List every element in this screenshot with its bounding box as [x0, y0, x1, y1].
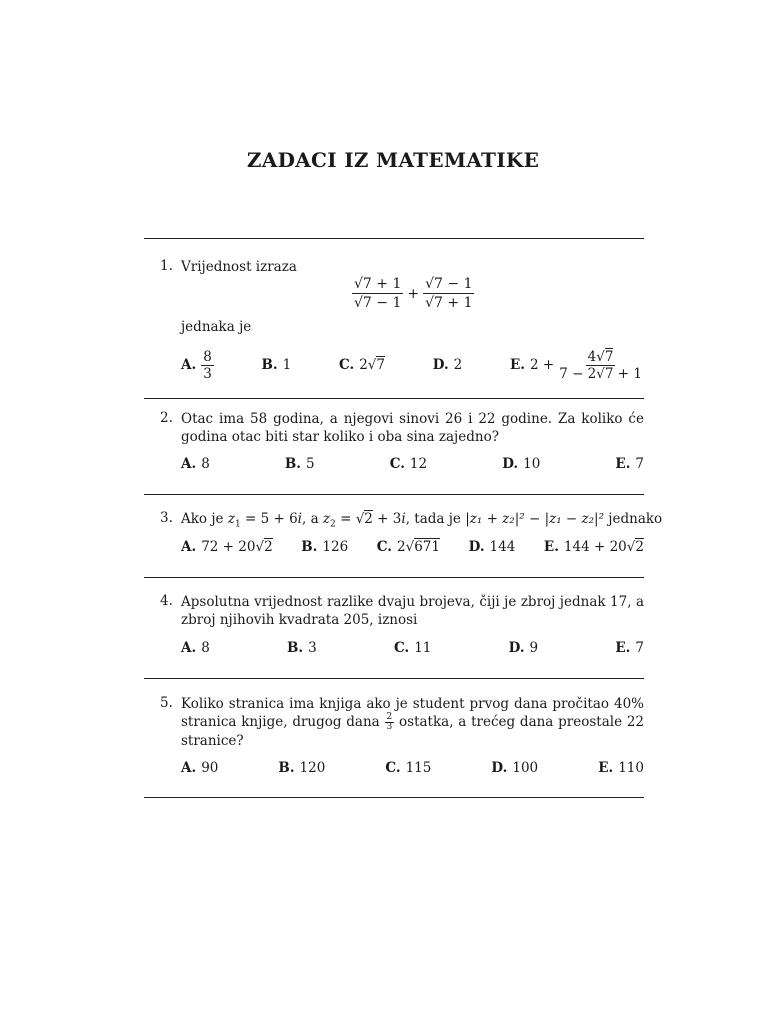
option-d[interactable]: D. 2: [432, 357, 463, 373]
option-c[interactable]: C. 115: [385, 760, 432, 776]
fraction: $\frac{8}{3}$: [203, 348, 212, 382]
problem-number: 4.: [160, 593, 173, 609]
divider: [144, 238, 644, 239]
option-a[interactable]: A. 72 + 20√2: [181, 539, 273, 555]
option-e[interactable]: E. 2 + $\frac{4√7}{7 - 2√7 + 1}$: [509, 348, 642, 382]
option-c[interactable]: C. 2√671: [376, 539, 440, 555]
option-e[interactable]: E. 110: [598, 760, 644, 776]
operator: +: [407, 285, 420, 302]
expression: [352, 275, 474, 312]
denominator: 7 + 1: [434, 295, 473, 311]
option-d[interactable]: D. 10: [502, 456, 541, 472]
option-a[interactable]: A. 8: [181, 640, 210, 656]
answer-options: [181, 760, 644, 776]
problem-text: Otac ima 58 godina, a njegovi sinovi 26 i 22 godine. Za koliko će godina otac biti star koliko i oba sina zajedno?: [181, 411, 644, 445]
problem-text: Ako je $z_1 = 5 + 6i$, a $z_2 = √2 + 3i$, tada je |z₁ + z₂|² − |z₁ − z₂|² jednako: [181, 511, 663, 530]
option-b[interactable]: B. 120: [278, 760, 326, 776]
fraction: $\frac{2}{3}$: [386, 712, 393, 732]
divider: [144, 678, 644, 679]
option-e[interactable]: E. 144 + 20√2: [543, 539, 644, 555]
problem-text: Vrijednost izraza: [181, 259, 297, 275]
option-a[interactable]: A. 90: [181, 760, 219, 776]
option-d[interactable]: D. 9: [508, 640, 539, 656]
problem-number: 2.: [160, 410, 173, 426]
problem-text: Apsolutna vrijednost razlike dvaju brojeva, čiji je zbroj jednak 17, a zbroj njihovih kvadrata 205, iznosi: [181, 594, 644, 628]
answer-options: [181, 539, 644, 555]
answer-options: [181, 346, 644, 384]
divider: [144, 398, 644, 399]
problem-text: jednaka je: [181, 319, 252, 335]
page-title: ZADACI IZ MATEMATIKE: [246, 148, 540, 172]
option-c[interactable]: C. 2√7: [338, 357, 385, 373]
answer-options: [181, 456, 644, 472]
divider: [144, 494, 644, 495]
problem-number: 1.: [160, 258, 173, 274]
option-d[interactable]: D. 144: [468, 539, 516, 555]
divider: [144, 577, 644, 578]
option-e[interactable]: E. 7: [615, 640, 644, 656]
option-b[interactable]: B. 1: [261, 357, 292, 373]
divider: [144, 797, 644, 798]
fraction: $\frac{√7 + 1}{√7 - 1}$: [354, 276, 402, 311]
option-d[interactable]: D. 100: [491, 760, 539, 776]
option-c[interactable]: C. 12: [389, 456, 428, 472]
problem-number: 5.: [160, 695, 173, 711]
option-e[interactable]: E. 7: [615, 456, 644, 472]
denominator: 7 − 1: [362, 295, 402, 311]
modulus-expression: |z₁ + z₂|² − |z₁ − z₂|²: [465, 511, 605, 527]
option-a[interactable]: A. $\frac{8}{3}$: [181, 348, 212, 382]
option-c[interactable]: C. 11: [393, 640, 432, 656]
option-b[interactable]: B. 5: [284, 456, 315, 472]
fraction: $\frac{4√7}{7 - 2√7 + 1}$: [559, 348, 642, 382]
problem-number: 3.: [160, 510, 173, 526]
problem-text: Koliko stranica ima knjiga ako je student prvog dana pročitao 40% stranica knjige, drugog dana $\frac{2}{3}$ ostatka, a trećeg dana preostale 22 stranice?: [181, 696, 645, 749]
fraction: $\frac{√7 - 1}{√7 + 1}$: [425, 276, 473, 311]
option-b[interactable]: B. 126: [301, 539, 349, 555]
numerator: 7 − 1: [434, 276, 473, 292]
answer-options: [181, 640, 644, 656]
option-b[interactable]: B. 3: [287, 640, 317, 656]
option-a[interactable]: A. 8: [181, 456, 210, 472]
numerator: 7 + 1: [362, 276, 402, 292]
